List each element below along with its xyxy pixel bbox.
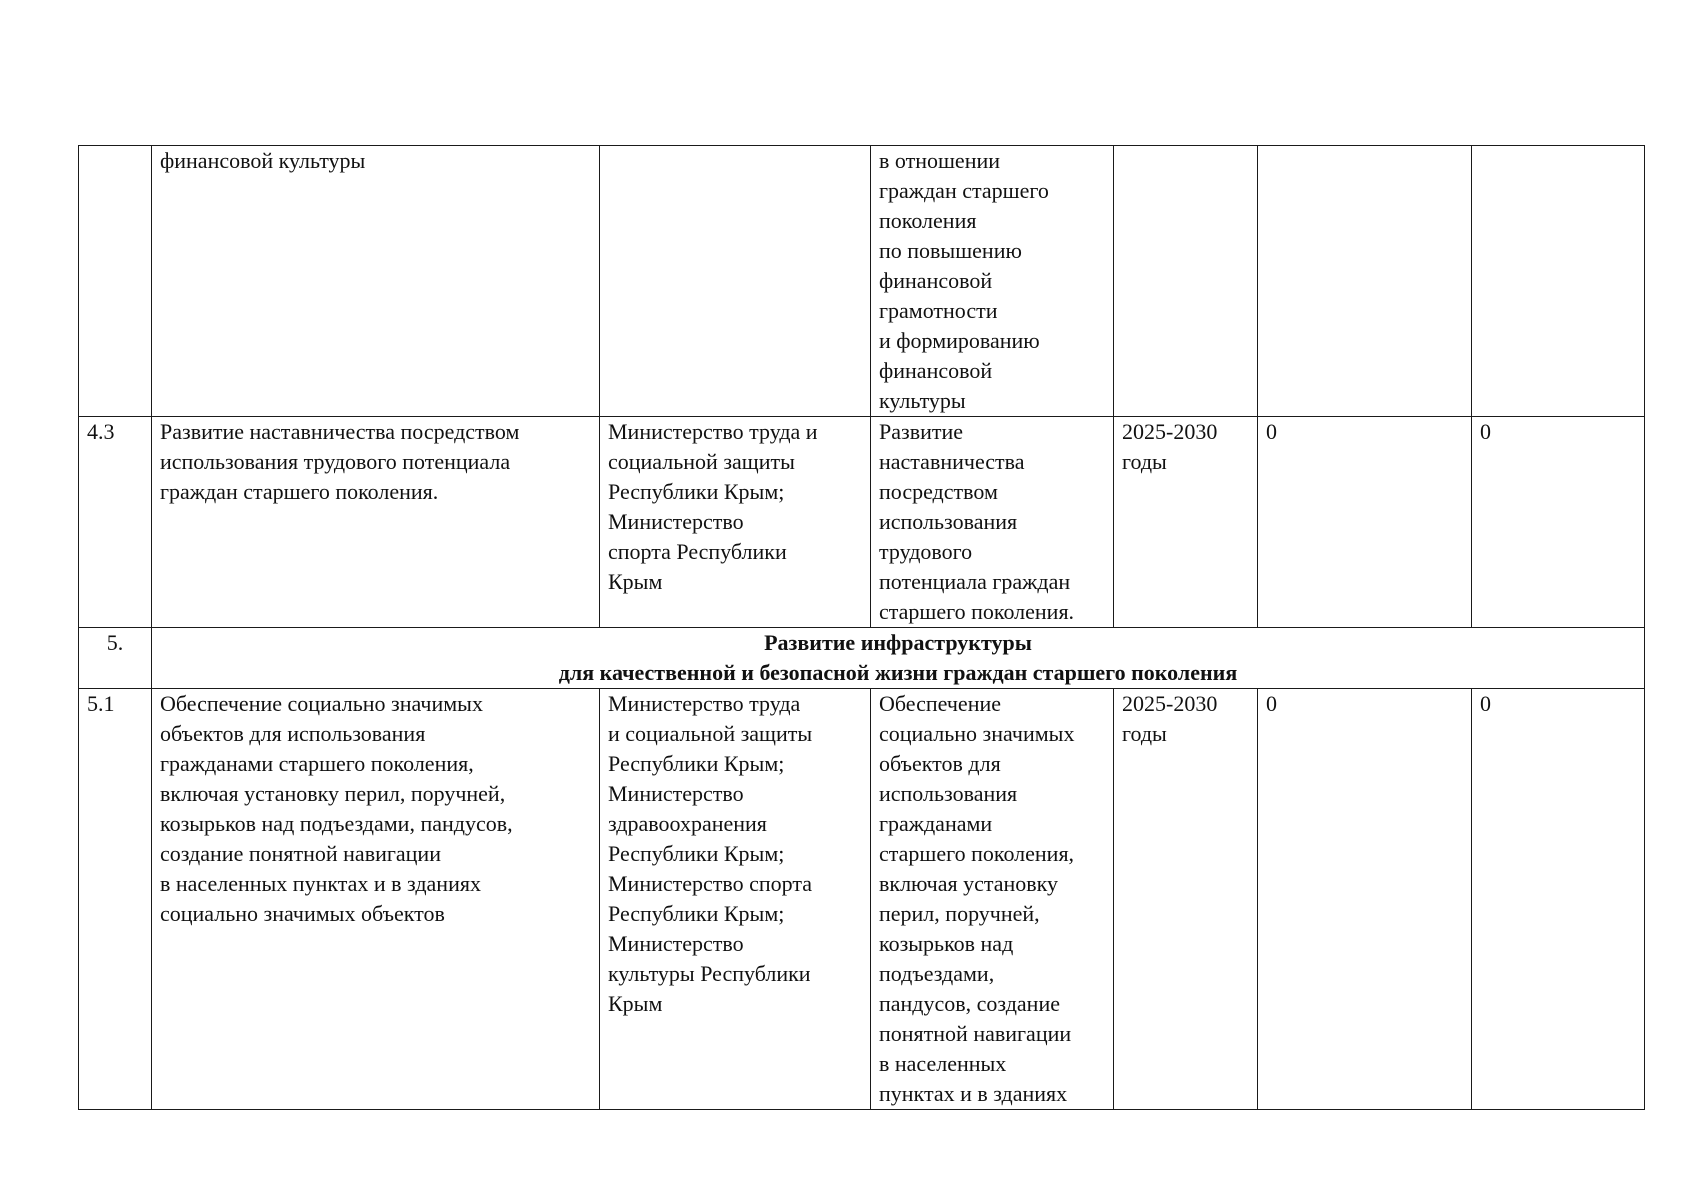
row-number: 4.3 (79, 417, 152, 628)
implementation-term (1114, 146, 1258, 417)
measures-table (78, 145, 1645, 1110)
section-title (152, 628, 1645, 689)
funding-value-1: 0 (1258, 417, 1472, 628)
measure-name: Развитие наставничества посредством использования трудового потенциала граждан старшего поколения. (152, 417, 600, 628)
expected-result: Развитие наставничества посредством использования трудового потенциала граждан старшего поколения. (871, 417, 1114, 628)
expected-result: в отношении граждан старшего поколения по повышению финансовой грамотности и формированию финансовой культуры (871, 146, 1114, 417)
section-number: 5. (79, 628, 152, 689)
responsible-executors (600, 146, 871, 417)
row-number (79, 146, 152, 417)
section-title-line-1: Развитие инфраструктуры (764, 630, 1032, 655)
row-number: 5.1 (79, 689, 152, 1110)
funding-value-2: 0 (1472, 417, 1645, 628)
section-header-row (79, 628, 1645, 689)
funding-value-2 (1472, 146, 1645, 417)
funding-value-1: 0 (1258, 689, 1472, 1110)
responsible-executors: Министерство труда и социальной защиты Республики Крым; Министерство спорта Республики Крым (600, 417, 871, 628)
measure-name: финансовой культуры (152, 146, 600, 417)
implementation-term: 2025-2030 годы (1114, 417, 1258, 628)
section-title-line-2: для качественной и безопасной жизни граждан старшего поколения (558, 660, 1238, 685)
table-row (79, 146, 1645, 417)
funding-value-2: 0 (1472, 689, 1645, 1110)
table-row (79, 689, 1645, 1110)
expected-result: Обеспечение социально значимых объектов для использования гражданами старшего поколения, включая установку перил, поручней, козырьков над подъездами, пандусов, создание понятной навигации в населенных пунктах и в зданиях (871, 689, 1114, 1110)
responsible-executors: Министерство труда и социальной защиты Республики Крым; Министерство здравоохранения Республики Крым; Министерство спорта Республики Крым; Министерство культуры Республики Крым (600, 689, 871, 1110)
table-row (79, 417, 1645, 628)
implementation-term: 2025-2030 годы (1114, 689, 1258, 1110)
funding-value-1 (1258, 146, 1472, 417)
measure-name: Обеспечение социально значимых объектов для использования гражданами старшего поколения, включая установку перил, поручней, козырьков над подъездами, пандусов, создание понятной навигации в населенных пунктах и в зданиях социально значимых объектов (152, 689, 600, 1110)
